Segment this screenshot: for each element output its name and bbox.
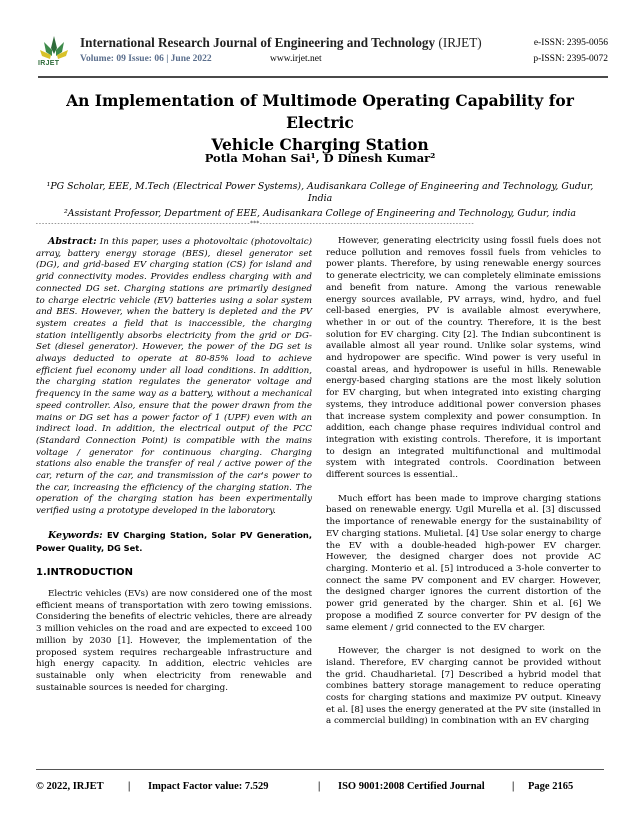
footer-separator: | — [512, 781, 515, 792]
abstract-label: Abstract: — [48, 236, 97, 247]
left-column — [36, 236, 312, 694]
intro-paragraph-1: Electric vehicles (EVs) are now considered one of the most efficient means of transportation with zero towing emissions. Considering the benefits of electric vehicles, there are already 3 million vehicles on the road and are expected to exceed 100 million by 2030 [1]. However, the implementation of the proposed system requires rechargeable infrastructure and high energy capacity. In addition, electric vehicles are sustainable only when electricity from renewable and sustainable sources is needed for charging. — [36, 588, 312, 693]
authors: Potla Mohan Sai¹, D Dinesh Kumar² — [204, 151, 436, 165]
issue-info: Volume: 09 Issue: 06 | June 2022 — [80, 54, 212, 64]
journal-header — [38, 30, 608, 74]
footer-divider — [36, 769, 604, 770]
affiliation-1 — [40, 181, 600, 205]
journal-title: International Research Journal of Engineering and Technology — [80, 35, 436, 50]
journal-abbr: (IRJET) — [438, 35, 482, 50]
affiliation-1-line-1: ¹PG Scholar, EEE, M.Tech (Electrical Power Systems), Audisankara College of Engineering and Technology, Gudur, — [46, 181, 594, 192]
keywords-text: EV Charging Station, Solar PV Generation, Power Quality, DG Set. — [36, 529, 312, 553]
separator-line: ---------------------------------------------------------------------***--------------------------------------------------------------------- — [35, 220, 474, 227]
journal-website: www.irjet.net — [270, 54, 322, 64]
right-column — [326, 236, 601, 728]
right-paragraph-3: However, the charger is not designed to work on the island. Therefore, EV charging cannot be provided without the grid. Chaudharietal. [7] Described a hybrid model that combines battery storage management to reduce operating costs for charging stations and maximize PV output. Kineavy et al. [8] uses the energy generated at the PV site (installed in a commercial building) in combination with an EV charging — [326, 646, 601, 727]
right-paragraph-2: Much effort has been made to improve charging stations based on renewable energy. Ugil Murella et al. [3] discussed the importance of renewable energy for the sustainability of EV charging stations. Mulietal. [4] Use solar energy to charge the EV with a double-headed high-power EV charger. However, the designed charger does not provide AC charging. Monterio et al. [5] introduced a 3-hole converter to connect the same PV component and EV charger. However, the designed charger ignores the current distortion of the power grid generated by the charger. Shin et al. [6] We propose a modified Z source converter for PV design of the same element / grid connected to the EV charger. — [326, 493, 601, 633]
logo-text: IRJET — [38, 60, 60, 67]
page-footer — [36, 781, 604, 797]
header-divider — [38, 76, 608, 78]
footer-page-number: Page 2165 — [528, 781, 574, 792]
eissn: e-ISSN: 2395-0056 — [533, 38, 608, 48]
footer-impact-factor: Impact Factor value: 7.529 — [148, 781, 269, 792]
abstract-text: In this paper, uses a photovoltaic (photovoltaic) array, battery energy storage (BES), diesel generator set (DG), and grid-based EV charging station (CS) for island and grid connectivity modes. Provides endless charging with and connected DG set. Charging stations are primarily designed to charge electric vehicle (EV) batteries using a solar system and BES. However, when the battery is depleted and the PV system creates a field that is inaccessible, the charging station intelligently absorbs electricity from the grid or DG-Set (diesel generator). However, the power of the DG set is always deducted to operate at 80-85% load to achieve efficient fuel economy under all load conditions. In addition, the charging station regulates the generator voltage and frequency in the same way as a battery, without a mechanical speed controller. Also, ensure that the power drawn from the mains or DG set has a power factor of 1 (UPF) even with an indirect load. In addition, the electrical output of the PCC (Standard Connection Point) is compatible with the mains voltage / generator for continuous charging. Charging stations also enable the transfer of real / active power of the car, return of the car, and transmission of the car's power to the car, increasing the efficiency of the charging station. The operation of the charging station has been experimentally verified using a prototype developed in the laboratory. — [36, 237, 312, 517]
affiliation-2: ²Assistant Professor, Department of EEE, Audisankara College of Engineering and Technology, Gudur, india — [64, 208, 576, 219]
title-line-2: Vehicle Charging Station — [211, 135, 429, 154]
footer-separator: | — [128, 781, 131, 792]
journal-name — [80, 35, 482, 51]
keywords — [36, 530, 312, 555]
footer-separator: | — [318, 781, 321, 792]
right-paragraph-1: However, generating electricity using fossil fuels does not reduce pollution and removes fossil fuels from vehicles to power plants. Therefore, by using renewable energy sources to generate electricity, we can completely eliminate emissions and benefit from nature. Among the various renewable energy sources available, PV arrays, wind, hydro, and fuel cell-based energies, PV is available almost everywhere, whether in or out of the country. Therefore, it is the best solution for EV charging. City [2]. The Indian subcontinent is available almost all year round. Unlike solar systems, wind and hydropower are specific. Wind power is very useful in coastal areas, and hydropower is useful in hills. Renewable energy-based charging stations are the most likely solution for EV charging, but when integrated into existing charging systems, they introduce additional power conversion phases that increase system complexity and power consumption. In addition, each change phase requires individual control and integration with existing controls. Therefore, it is important to design an integrated multifunctional and multimodal system with integrated controls. Coordination between different sources is essential.. — [326, 236, 601, 481]
keywords-label: Keywords: — [48, 529, 103, 541]
footer-copyright: © 2022, IRJET — [36, 781, 104, 792]
title-line-1: An Implementation of Multimode Operating Capability for Electric — [66, 91, 574, 132]
footer-iso: ISO 9001:2008 Certified Journal — [338, 781, 485, 792]
affiliation-1-line-2: India — [307, 193, 333, 204]
pissn: p-ISSN: 2395-0072 — [533, 54, 608, 64]
paper-title — [40, 90, 600, 156]
section-heading-introduction: 1.INTRODUCTION — [36, 567, 134, 579]
abstract — [36, 236, 312, 518]
